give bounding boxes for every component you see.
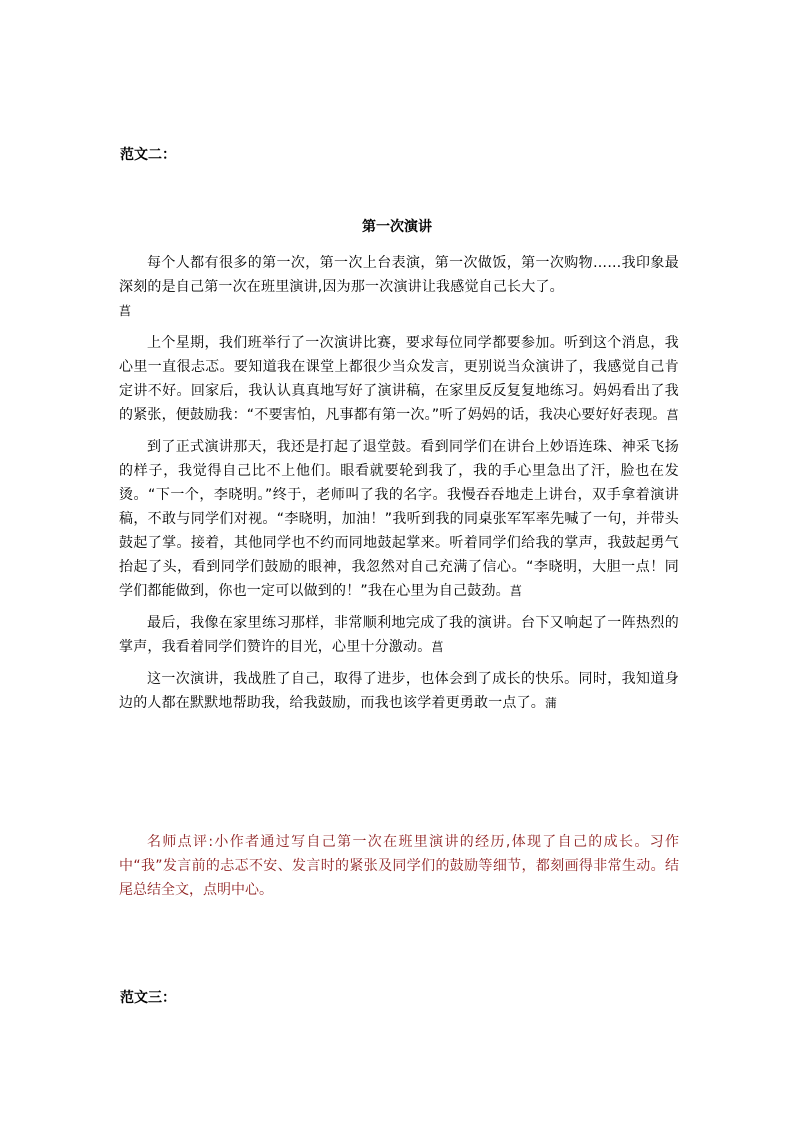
paragraph-end-mark: 菖	[431, 640, 444, 654]
paragraph-end-mark: 菖	[666, 408, 679, 422]
teacher-comment: 名师点评:小作者通过写自己第一次在班里演讲的经历,体现了自己的成长。习作中“我”发言前的忐忑不安、发言时的紧张及同学们的鼓励等细节，都刻画得非常生动。结尾总结全文，点明中心。	[119, 834, 679, 898]
essay-title: 第一次演讲	[362, 219, 432, 235]
essay-paragraph-2: 上个星期，我们班举行了一次演讲比赛，要求每位同学都要参加。听到这个消息，我心里一直很忐忑。要知道我在课堂上都很少当众发言，更别说当众演讲了，我感觉自己肯定讲不好。回家后，我认认真真地写好了演讲稿，在家里反反复复地练习。妈妈看出了我的紧张，便鼓励我：“不要害怕，凡事都有第一次。”听了妈妈的话，我决心要好好表现。菖	[119, 335, 679, 423]
essay-paragraph-4: 最后，我像在家里练习那样，非常顺利地完成了我的演讲。台下又响起了一阵热烈的掌声，我看着同学们赞许的目光，心里十分激动。菖	[119, 615, 679, 655]
section-label-3: 范文三：	[120, 990, 176, 1006]
essay-paragraph-3: 到了正式演讲那天，我还是打起了退堂鼓。看到同学们在讲台上妙语连珠、神采飞扬的样子，我觉得自己比不上他们。眼看就要轮到我了，我的手心里急出了汗，脸也在发烫。“下一个，李晓明。”终于，老师叫了我的名字。我慢吞吞地走上讲台，双手拿着演讲稿，不敢与同学们对视。“李晓明，加油！”我听到我的同桌张军军率先喊了一句，并带头鼓起了掌。接着，其他同学也不约而同地鼓起掌来。听着同学们给我的掌声，我鼓起勇气抬起了头，看到同学们鼓励的眼神，我忽然对自己充满了信心。“李晓明，大胆一点！同学们都能做到，你也一定可以做到的！”我在心里为自己鼓劲。菖	[119, 439, 679, 599]
essay-paragraph-5: 这一次演讲，我战胜了自己，取得了进步，也体会到了成长的快乐。同时，我知道身边的人都在默默地帮助我，给我鼓励，而我也该学着更勇敢一点了。蒲	[119, 671, 679, 711]
paragraph-end-mark: 蒲	[545, 696, 558, 710]
essay-body	[119, 251, 679, 723]
section-label-2: 范文二：	[120, 147, 176, 163]
paragraph-end-mark: 菖	[119, 304, 132, 318]
essay-paragraph-1: 每个人都有很多的第一次，第一次上台表演，第一次做饭，第一次购物……我印象最深刻的是自己第一次在班里演讲,因为那一次演讲让我感觉自己长大了。 菖	[119, 255, 679, 318]
paragraph-end-mark: 菖	[509, 584, 522, 598]
